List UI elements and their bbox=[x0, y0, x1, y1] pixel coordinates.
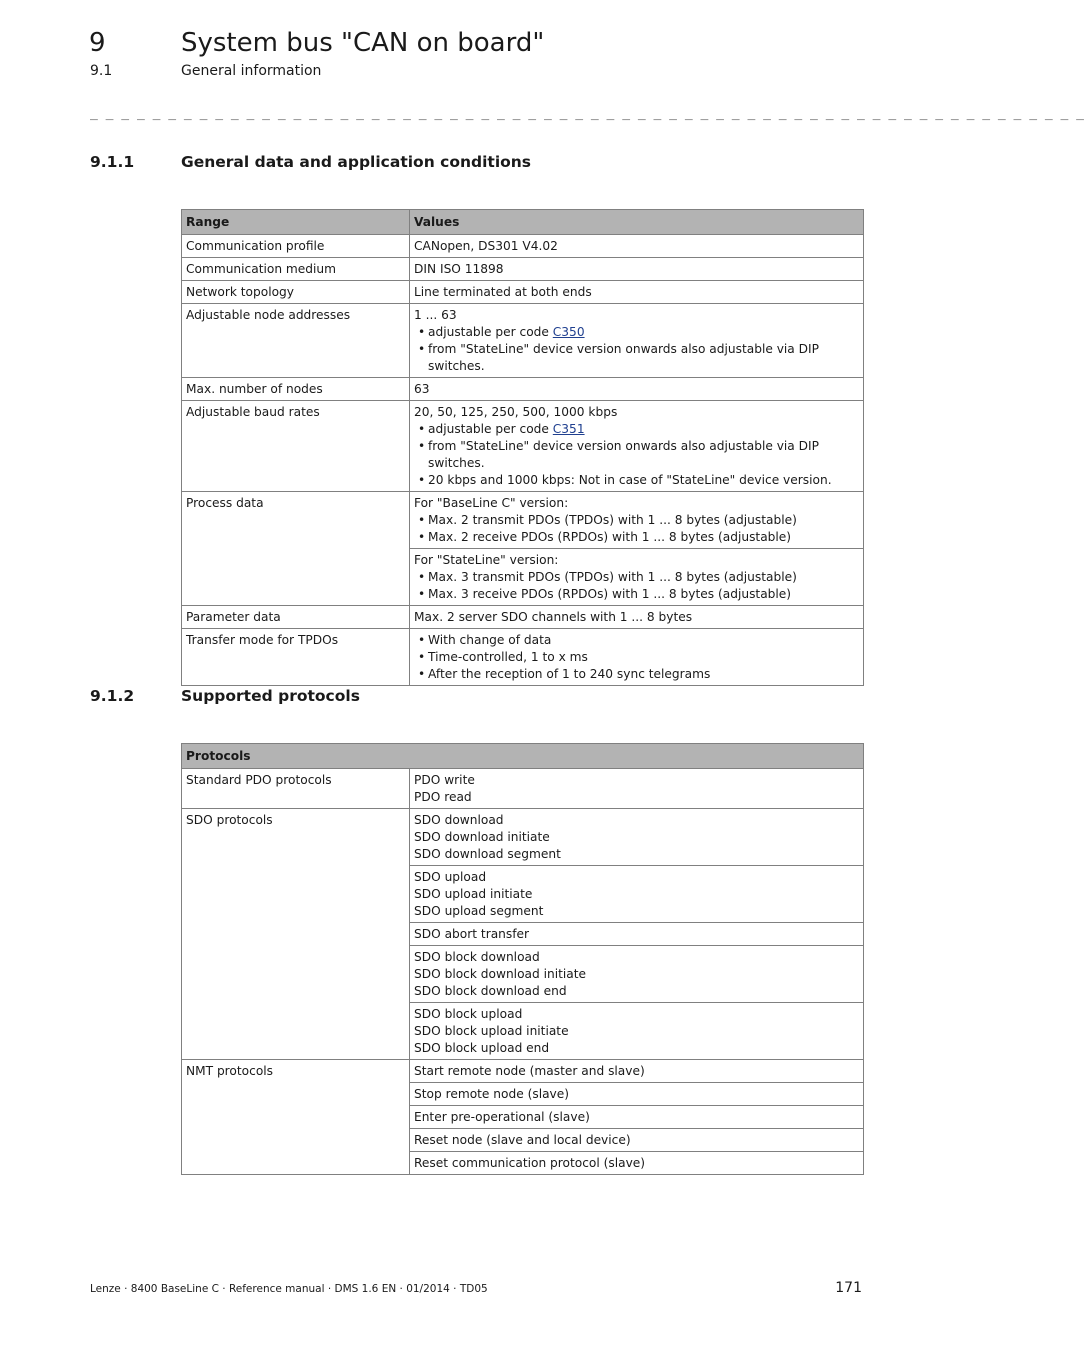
protocol-item: SDO block upload initiate bbox=[414, 1024, 569, 1038]
footer-document-info: Lenze · 8400 BaseLine C · Reference manual · DMS 1.6 EN · 01/2014 · TD05 bbox=[90, 1283, 488, 1295]
column-header-values: Values bbox=[410, 210, 864, 235]
protocol-item: SDO download bbox=[414, 813, 504, 827]
table-row bbox=[182, 235, 864, 258]
page-number: 171 bbox=[835, 1280, 862, 1296]
bullet-item: • from "StateLine" device version onwards also adjustable via DIP switches. bbox=[414, 438, 859, 472]
protocol-list-cell: Enter pre-operational (slave) bbox=[410, 1106, 864, 1129]
range-cell: Transfer mode for TPDOs bbox=[182, 629, 410, 686]
general-data-table bbox=[181, 209, 864, 686]
value-cell bbox=[410, 629, 864, 686]
column-header-protocols: Protocols bbox=[182, 744, 864, 769]
range-cell: Adjustable baud rates bbox=[182, 401, 410, 492]
bullet-list bbox=[414, 512, 859, 546]
bullet-item: • Max. 2 receive PDOs (RPDOs) with 1 ... 8 bytes (adjustable) bbox=[414, 529, 859, 546]
bullet-item: • With change of data bbox=[414, 632, 859, 649]
protocol-item: SDO upload initiate bbox=[414, 887, 533, 901]
protocol-item: SDO block download end bbox=[414, 984, 567, 998]
protocol-item: SDO block upload end bbox=[414, 1041, 550, 1055]
protocols-table bbox=[181, 743, 864, 1175]
value-cell bbox=[410, 304, 864, 378]
protocol-item: PDO write bbox=[414, 773, 475, 787]
table-row bbox=[182, 809, 864, 866]
protocol-list-cell: Start remote node (master and slave) bbox=[410, 1060, 864, 1083]
protocol-list-cell: Reset node (slave and local device) bbox=[410, 1129, 864, 1152]
table-row bbox=[182, 281, 864, 304]
protocol-category-cell: NMT protocols bbox=[182, 1060, 410, 1175]
value-text: 1 ... 63 bbox=[414, 308, 457, 322]
section-number: 9.1 bbox=[90, 63, 113, 79]
value-text: For "StateLine" version: bbox=[414, 553, 559, 567]
protocol-item: PDO read bbox=[414, 790, 472, 804]
bullet-list bbox=[414, 632, 859, 683]
value-cell bbox=[410, 401, 864, 492]
bullet-item: • Max. 2 transmit PDOs (TPDOs) with 1 ... 8 bytes (adjustable) bbox=[414, 512, 859, 529]
subsection-912-number: 9.1.2 bbox=[90, 687, 135, 705]
bullet-item: • Max. 3 receive PDOs (RPDOs) with 1 ... 8 bytes (adjustable) bbox=[414, 586, 859, 603]
subsection-912-title: Supported protocols bbox=[181, 687, 360, 705]
bullet-list bbox=[414, 421, 859, 489]
protocol-item: SDO block download bbox=[414, 950, 540, 964]
protocol-item: SDO download initiate bbox=[414, 830, 550, 844]
section-title: General information bbox=[181, 63, 322, 79]
bullet-item bbox=[414, 324, 859, 341]
column-header-range: Range bbox=[182, 210, 410, 235]
bullet-item: • Max. 3 transmit PDOs (TPDOs) with 1 ... 8 bytes (adjustable) bbox=[414, 569, 859, 586]
value-text: 20, 50, 125, 250, 500, 1000 kbps bbox=[414, 405, 618, 419]
table-row bbox=[182, 629, 864, 686]
table-row bbox=[182, 258, 864, 281]
table-row bbox=[182, 378, 864, 401]
protocol-list-cell bbox=[410, 946, 864, 1003]
value-cell bbox=[410, 549, 864, 606]
range-cell: Communication profile bbox=[182, 235, 410, 258]
protocol-item: SDO block download initiate bbox=[414, 967, 587, 981]
bullet-item: • from "StateLine" device version onwards also adjustable via DIP switches. bbox=[414, 341, 859, 375]
table-row bbox=[182, 769, 864, 809]
protocol-list-cell: Reset communication protocol (slave) bbox=[410, 1152, 864, 1175]
value-cell: DIN ISO 11898 bbox=[410, 258, 864, 281]
protocol-list-cell: Stop remote node (slave) bbox=[410, 1083, 864, 1106]
protocol-category-cell: SDO protocols bbox=[182, 809, 410, 1060]
value-cell bbox=[410, 492, 864, 549]
value-cell: CANopen, DS301 V4.02 bbox=[410, 235, 864, 258]
range-cell: Process data bbox=[182, 492, 410, 606]
table-row bbox=[182, 1060, 864, 1083]
table-row bbox=[182, 606, 864, 629]
protocol-item: SDO block upload bbox=[414, 1007, 523, 1021]
range-cell: Max. number of nodes bbox=[182, 378, 410, 401]
protocol-list-cell bbox=[410, 809, 864, 866]
bullet-list bbox=[414, 569, 859, 603]
protocol-item: SDO upload bbox=[414, 870, 487, 884]
range-cell: Communication medium bbox=[182, 258, 410, 281]
value-cell: Line terminated at both ends bbox=[410, 281, 864, 304]
bullet-text: adjustable per code bbox=[428, 422, 553, 436]
chapter-title: System bus "CAN on board" bbox=[181, 28, 545, 58]
bullet-list bbox=[414, 324, 859, 375]
table-row bbox=[182, 304, 864, 378]
bullet-item: • Time-controlled, 1 to x ms bbox=[414, 649, 859, 666]
subsection-911-title: General data and application conditions bbox=[181, 153, 532, 171]
subsection-911-number: 9.1.1 bbox=[90, 153, 135, 171]
header-separator: _ _ _ _ _ _ _ _ _ _ _ _ _ _ _ _ _ _ _ _ _ _ _ _ _ _ _ _ _ _ _ _ _ _ _ _ _ _ _ _ _ _ _ _ _ _ _ _ _ _ _ _ _ _ _ _ _ _ _ _ _ _ _ _ bbox=[90, 106, 1084, 121]
protocol-item: SDO upload segment bbox=[414, 904, 544, 918]
value-cell: Max. 2 server SDO channels with 1 ... 8 bytes bbox=[410, 606, 864, 629]
table-header-row bbox=[182, 744, 864, 769]
range-cell: Adjustable node addresses bbox=[182, 304, 410, 378]
protocol-list-cell bbox=[410, 769, 864, 809]
protocol-list-cell bbox=[410, 923, 864, 946]
code-link-c350[interactable]: C350 bbox=[552, 325, 585, 339]
table-row bbox=[182, 401, 864, 492]
protocol-list-cell bbox=[410, 1003, 864, 1060]
protocol-category-cell: Standard PDO protocols bbox=[182, 769, 410, 809]
range-cell: Parameter data bbox=[182, 606, 410, 629]
chapter-number: 9 bbox=[89, 28, 106, 58]
protocol-item: SDO download segment bbox=[414, 847, 561, 861]
code-link-c351[interactable]: C351 bbox=[552, 422, 585, 436]
protocol-item: SDO abort transfer bbox=[414, 927, 530, 941]
bullet-item bbox=[414, 421, 859, 438]
bullet-item: • After the reception of 1 to 240 sync telegrams bbox=[414, 666, 859, 683]
range-cell: Network topology bbox=[182, 281, 410, 304]
value-text: For "BaseLine C" version: bbox=[414, 496, 569, 510]
bullet-item: • 20 kbps and 1000 kbps: Not in case of "StateLine" device version. bbox=[414, 472, 859, 489]
protocol-list-cell bbox=[410, 866, 864, 923]
value-cell: 63 bbox=[410, 378, 864, 401]
table-header-row bbox=[182, 210, 864, 235]
table-row bbox=[182, 492, 864, 549]
bullet-text: adjustable per code bbox=[428, 325, 553, 339]
